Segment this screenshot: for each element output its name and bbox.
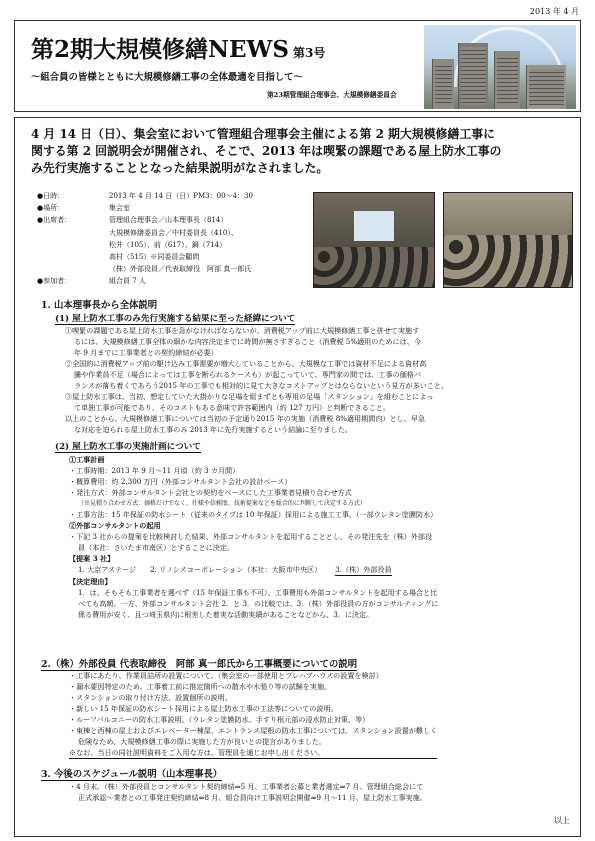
- info-date: ●日時： 2013 年 4 月 14 日（日）PM3：00～4：30: [37, 192, 253, 200]
- section1-sub1-body: ①喫緊の課題である屋上防水工事を急がなければならないが、消費税アップ前に大規模修繕工事と併せて実施す るには、大規模修繕工事全体の細かな内容決定までに時間が無さすぎること（消費税 5%適用のためには、今 年 9 月までに工事業者との契約締結が必要） ②全国的に消費税アップ前の駆け込み工事需要が増大していることから、大規模な工事では資材不足による資材高 騰や作業員不足（場合によっては工事を断られるケースも）が起こっていて、専門家の間では、工事の価格バ ランスが落ち着くであろう2015 年の工事でも相対的に見て大きなコストアップとはならないという見方が多いこと。 ③屋上防水工事は、当初、想定していた大掛かりな足場を組まずとも専用の足場「スタンション」を組むことによっ て単独工事が可能であり、そのコストもある意味で許容範囲内（約 127 万円）と判断できること。 以上のことから、大規模修繕工事については当初の予定通り2015 年の実施（消費税 8%適用期間内）とし、早急 な対応を迫られる屋上防水工事のみ 2013 年に先行実施するという結論に至りました。: [65, 326, 449, 434]
- section1-sub2-heading: (2) 屋上防水工事の実施計画について: [55, 442, 201, 452]
- newsletter-title: [31, 31, 325, 64]
- section3-heading: 3. 今後のスケジュール説明（山本理事長）: [41, 769, 223, 780]
- main-article: [14, 117, 581, 837]
- publisher: 第23期管理組合理事会、大規模修繕委員会: [267, 91, 397, 99]
- meeting-info: [37, 190, 253, 288]
- title-text: 第2期大規模修繕NEWS: [31, 36, 289, 63]
- section3-body: ・4 月末、（株）外部役員とコンサルタント契約締結⇒5 月、工事業者公募と業者選定⇒7 月、管理組合総会にて 正式承認～業者との工事発注契約締結⇒8 月、組合員向け工事説明会開催⇒9 月～11 月、屋上防水工事実施。: [69, 782, 427, 802]
- newsletter-header: [14, 20, 581, 112]
- meeting-photo-audience: [443, 192, 573, 288]
- issue-date: 2013 年 4 月: [529, 7, 579, 16]
- info-attendees: ●参加者： 組合員 7 人: [37, 277, 146, 286]
- newsletter-subtitle: ～組合員の皆様とともに大規模修繕工事の全体最適を目指して～: [31, 72, 303, 83]
- meeting-photo-presentation: [313, 192, 435, 288]
- lead-paragraph: 4 月 14 日（日）、集会室において管理組合理事会主催による第 2 期大規模修繕工事に 関する第 2 回説明会が開催され、そこで、2013 年は喫緊の課題である屋上防水工事の み先行実施することとなった結果説明がなされました。: [31, 127, 502, 175]
- consult-heading: ②外部コンサルタントの起用: [69, 521, 161, 530]
- building-photo: [424, 25, 576, 109]
- info-presenters: ●出席者： 管理組合理事会／山本理事長（814） 大規模修繕委員会／中村委員長（410）、 松井（105）、前（617）、鋼（714） 高村（515）※同委員会顧問 （株）外部役員／代表取締役 阿部 真一郎氏: [37, 216, 252, 274]
- plan-heading: ①工事計画: [69, 455, 105, 464]
- section2-body: ・工事にあたり、作業員詰所の設置について。（集会室の一部使用とプレハブハウスの設置を検討） ・漏水要因特定のため、工事着工前に推定箇所への散水や水張り等の試験を実施。 ・スタンションの取り付け方法、設置個所の説明。 ・新しい 15 年保証の防水シート採用による屋上防水工事の工法等についての説明。 ・ルーフバルコニーの防水工事説明。（ウレタン塗膜防水、手すり根元部の浸水防止対策、等） ・東棟と西棟の屋上およびエレベーター棟屋、エントランス屋根の防水工事については、スタンション設置が難しく 危険なため、大規模修繕工事の際に実施した方が良いとの提言がありました。 ※なお、当日の同社説明資料をご入用な方は、管理員を通じお申し出ください。: [69, 671, 438, 757]
- section2-heading: 2.（株）外部役員 代表取締役 阿部 真一郎氏から工事概要についての説明: [41, 659, 358, 670]
- issue-number: 第3号: [293, 46, 326, 60]
- section1-sub1-heading: (1) 屋上防水工事のみ先行実施する結果に至った経緯について: [55, 314, 296, 324]
- end-mark: 以上: [554, 816, 570, 825]
- section1-heading: 1. 山本理事長から全体説明: [41, 300, 158, 311]
- info-place: ●場所： 集会室: [37, 204, 130, 213]
- proposal-list: 1. 大京アステージ 2. リノシスコーポレーション（本社：大阪市中央区） 3.（株）外部役員: [78, 565, 392, 574]
- section1-sub2-body: ①工事計画 ・工事時期：2013 年 9 月～11 月頃（約 3 カ月間） ・概算費用：約 2,300 万円（外部コンサルタント会社の設計ベース） ・発注方式：外部コンサルタント会社との契約をベースにした工事業者見積り合わせ方式 （※見積り合わせ方式：価格だけでなく、仕様や信頼度、技術提案などを総合的に判断して決定する方式） ・工事方法：15 年保証の防水シート（従来のタイプは 10 年保証）採用による施工工事。（一部ウレタン塗膜防水） ②外部コンサルタントの起用 ・下記 3 社からの提案を比較検討した結果、外部コンサルタントを起用することとし、その発注先を（株）外部役 員（本社：さいたま市南区）とすることに決定。 【提案 3 社】 1. 大京アステージ 2. リノシスコーポレーション（本社：大阪市中央区） 3.（株）外部役員 【決定理由】 1．は、そもそも工事業者を選べず（15 年保証工事も不可）、工事費用も外部コンサルタントを起用する場合と比 べても高額。一方、外部コンサルタント会社 2．と 3．の比較では、3．（株）外部役員の方がコンサルティングに 係る費用が安く、且つ埼玉県内に根差した着実な活動実績があることなどから、3．に決定。: [69, 455, 439, 619]
